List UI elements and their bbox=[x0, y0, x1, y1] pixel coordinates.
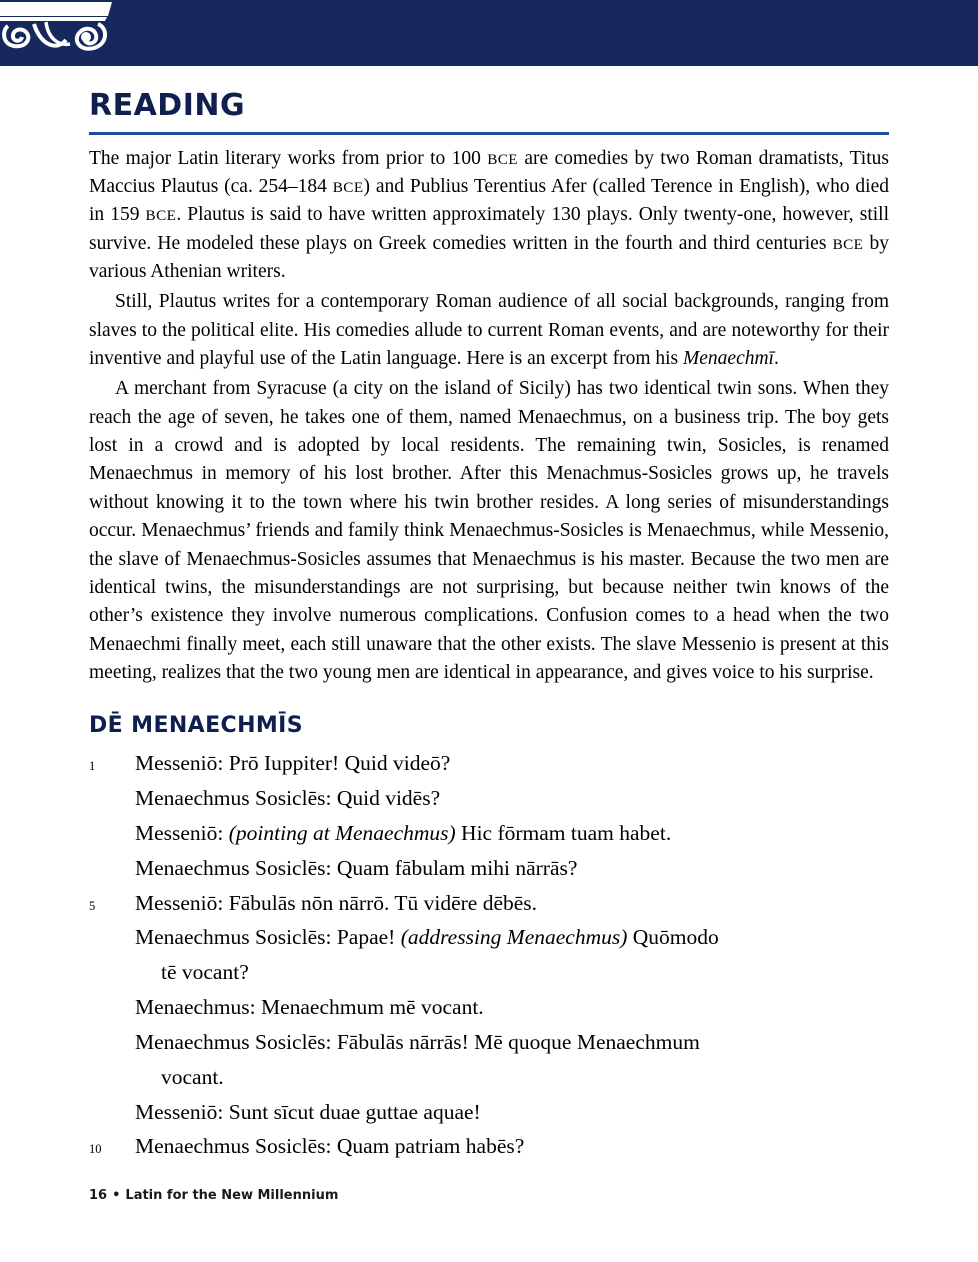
play-title: DĒ MENAECHMĪS bbox=[89, 713, 304, 739]
line-number bbox=[89, 838, 135, 840]
play-line bbox=[89, 990, 889, 1025]
footer-book-title: Latin for the New Millennium bbox=[125, 1188, 339, 1203]
line-number bbox=[89, 977, 135, 979]
page-title: READING bbox=[89, 88, 246, 123]
text-run: vocant. bbox=[161, 1064, 224, 1089]
small-caps-text: BCE bbox=[145, 207, 177, 225]
line-text bbox=[135, 886, 889, 921]
text-run: Still, Plautus writes for a contemporary Roman audience of all social backgrounds, ranging from slaves to the political elite. His comedies allude to current Roman events, and are noteworthy for their inventive and playful use of the Latin language. Here is an excerpt from his bbox=[89, 291, 889, 370]
text-run: tē vocant? bbox=[161, 960, 249, 985]
text-run: Menaechmus Sosiclēs: Quam patriam habēs? bbox=[135, 1134, 525, 1159]
text-run: A merchant from Syracuse (a city on the island of Sicily) has two identical twin sons. When they reach the age of seven, he takes one of them, named Menaechmus, on a business trip. The boy gets lost in a crowd and is adopted by local residents. The remaining twin, Sosicles, is renamed Menaechmus in memory of his lost brother. After this Menachmus-Sosicles grows up, he travels without knowing it to the town where his twin brother resides. A long series of misunderstandings occur. Menaechmus’ friends and family think Menaechmus-Sosicles is Menaechmus, while Messenio, the slave of Menaechmus-Sosicles assumes that Menaechmus is his master. Because the two men are identical twins, the misunderstandings are not surprising, but because neither twin knows of the other’s existence they involve numerous complications. Confusion comes to a head when the two Menaechmi finally meet, each still unaware that the other exists. The slave Messenio is present at this meeting, realizes that the two young men are identical in appearance, and gives voice to his surprise. bbox=[89, 378, 889, 683]
line-text bbox=[135, 920, 889, 955]
line-number: 10 bbox=[89, 1142, 102, 1157]
small-caps-text: BCE bbox=[487, 150, 518, 168]
content-column bbox=[89, 66, 889, 1164]
play-line bbox=[89, 920, 889, 955]
line-text bbox=[135, 990, 889, 1025]
line-text bbox=[135, 851, 889, 886]
body-paragraph bbox=[89, 145, 889, 287]
italic-text: (pointing at Menaechmus) bbox=[228, 820, 456, 845]
footer-separator: • bbox=[112, 1188, 121, 1203]
text-run: Hic fōrmam tuam habet. bbox=[455, 820, 672, 845]
text-run: ) and Publius Terentius Afer (called Terence in English), who died in 159 bbox=[89, 175, 889, 226]
line-text bbox=[135, 1129, 889, 1164]
line-text bbox=[135, 1060, 889, 1095]
italic-text: (addressing Menaechmus) bbox=[400, 925, 628, 950]
play-line bbox=[89, 781, 889, 816]
play-text bbox=[89, 746, 889, 1164]
title-underline-rule bbox=[89, 132, 889, 135]
text-run: . bbox=[773, 348, 779, 370]
line-text bbox=[135, 746, 889, 781]
line-number bbox=[89, 1047, 135, 1049]
line-text bbox=[135, 955, 889, 990]
line-number bbox=[89, 873, 135, 875]
text-run: Messeniō: Sunt sīcut duae guttae aquae! bbox=[135, 1099, 481, 1124]
text-run: Menaechmus Sosiclēs: Fābulās nārrās! Mē quoque Menaechmum bbox=[135, 1029, 700, 1054]
line-number bbox=[89, 1082, 135, 1084]
text-run: Menaechmus Sosiclēs: Quid vidēs? bbox=[135, 786, 441, 811]
line-text bbox=[135, 816, 889, 851]
page-body bbox=[0, 66, 978, 1164]
play-line bbox=[89, 746, 889, 781]
play-line bbox=[89, 955, 889, 990]
play-line bbox=[89, 1025, 889, 1060]
line-number bbox=[89, 942, 135, 944]
line-text bbox=[135, 1025, 889, 1060]
italic-text: Menaechmī bbox=[683, 348, 774, 370]
text-run: Menaechmus Sosiclēs: Papae! bbox=[135, 925, 401, 950]
text-run: Quōmodo bbox=[627, 925, 719, 950]
text-run: Menaechmus Sosiclēs: Quam fābulam mihi nārrās? bbox=[135, 855, 578, 880]
text-run: Menaechmus: Menaechmum mē vocant. bbox=[135, 995, 484, 1020]
play-line bbox=[89, 886, 889, 921]
text-run: Messeniō: Fābulās nōn nārrō. Tū vidēre dēbēs. bbox=[135, 890, 538, 915]
text-run: by various Athenian writers. bbox=[89, 232, 890, 282]
line-text bbox=[135, 781, 889, 816]
text-run: Messeniō: Prō Iuppiter! Quid videō? bbox=[135, 751, 451, 776]
intro-paragraphs bbox=[89, 145, 889, 688]
play-line bbox=[89, 851, 889, 886]
body-paragraph bbox=[89, 288, 889, 373]
line-text bbox=[135, 1095, 889, 1130]
text-run: are comedies by two Roman dramatists, Titus Maccius Plautus (ca. 254–184 bbox=[89, 147, 889, 197]
text-run: Messeniō: bbox=[135, 820, 229, 845]
line-number bbox=[89, 803, 135, 805]
play-line bbox=[89, 1095, 889, 1130]
header-decorative-band bbox=[0, 0, 978, 66]
ionic-column-capital-icon bbox=[0, 0, 120, 66]
line-number: 5 bbox=[89, 898, 96, 913]
footer-page-number: 16 bbox=[89, 1188, 108, 1203]
play-line bbox=[89, 816, 889, 851]
play-line bbox=[89, 1060, 889, 1095]
line-number bbox=[89, 1117, 135, 1119]
text-run: . Plautus is said to have written approximately 130 plays. Only twenty-one, however, still survive. He modeled these plays on Greek comedies written in the fourth and third centuries bbox=[89, 204, 890, 254]
body-paragraph bbox=[89, 375, 889, 687]
line-number bbox=[89, 1012, 135, 1014]
small-caps-text: BCE bbox=[832, 235, 864, 253]
text-run: The major Latin literary works from prior to 100 bbox=[89, 147, 488, 169]
page-footer bbox=[0, 1188, 978, 1203]
line-number: 1 bbox=[89, 759, 96, 774]
small-caps-text: BCE bbox=[332, 178, 364, 196]
play-line bbox=[89, 1129, 889, 1164]
